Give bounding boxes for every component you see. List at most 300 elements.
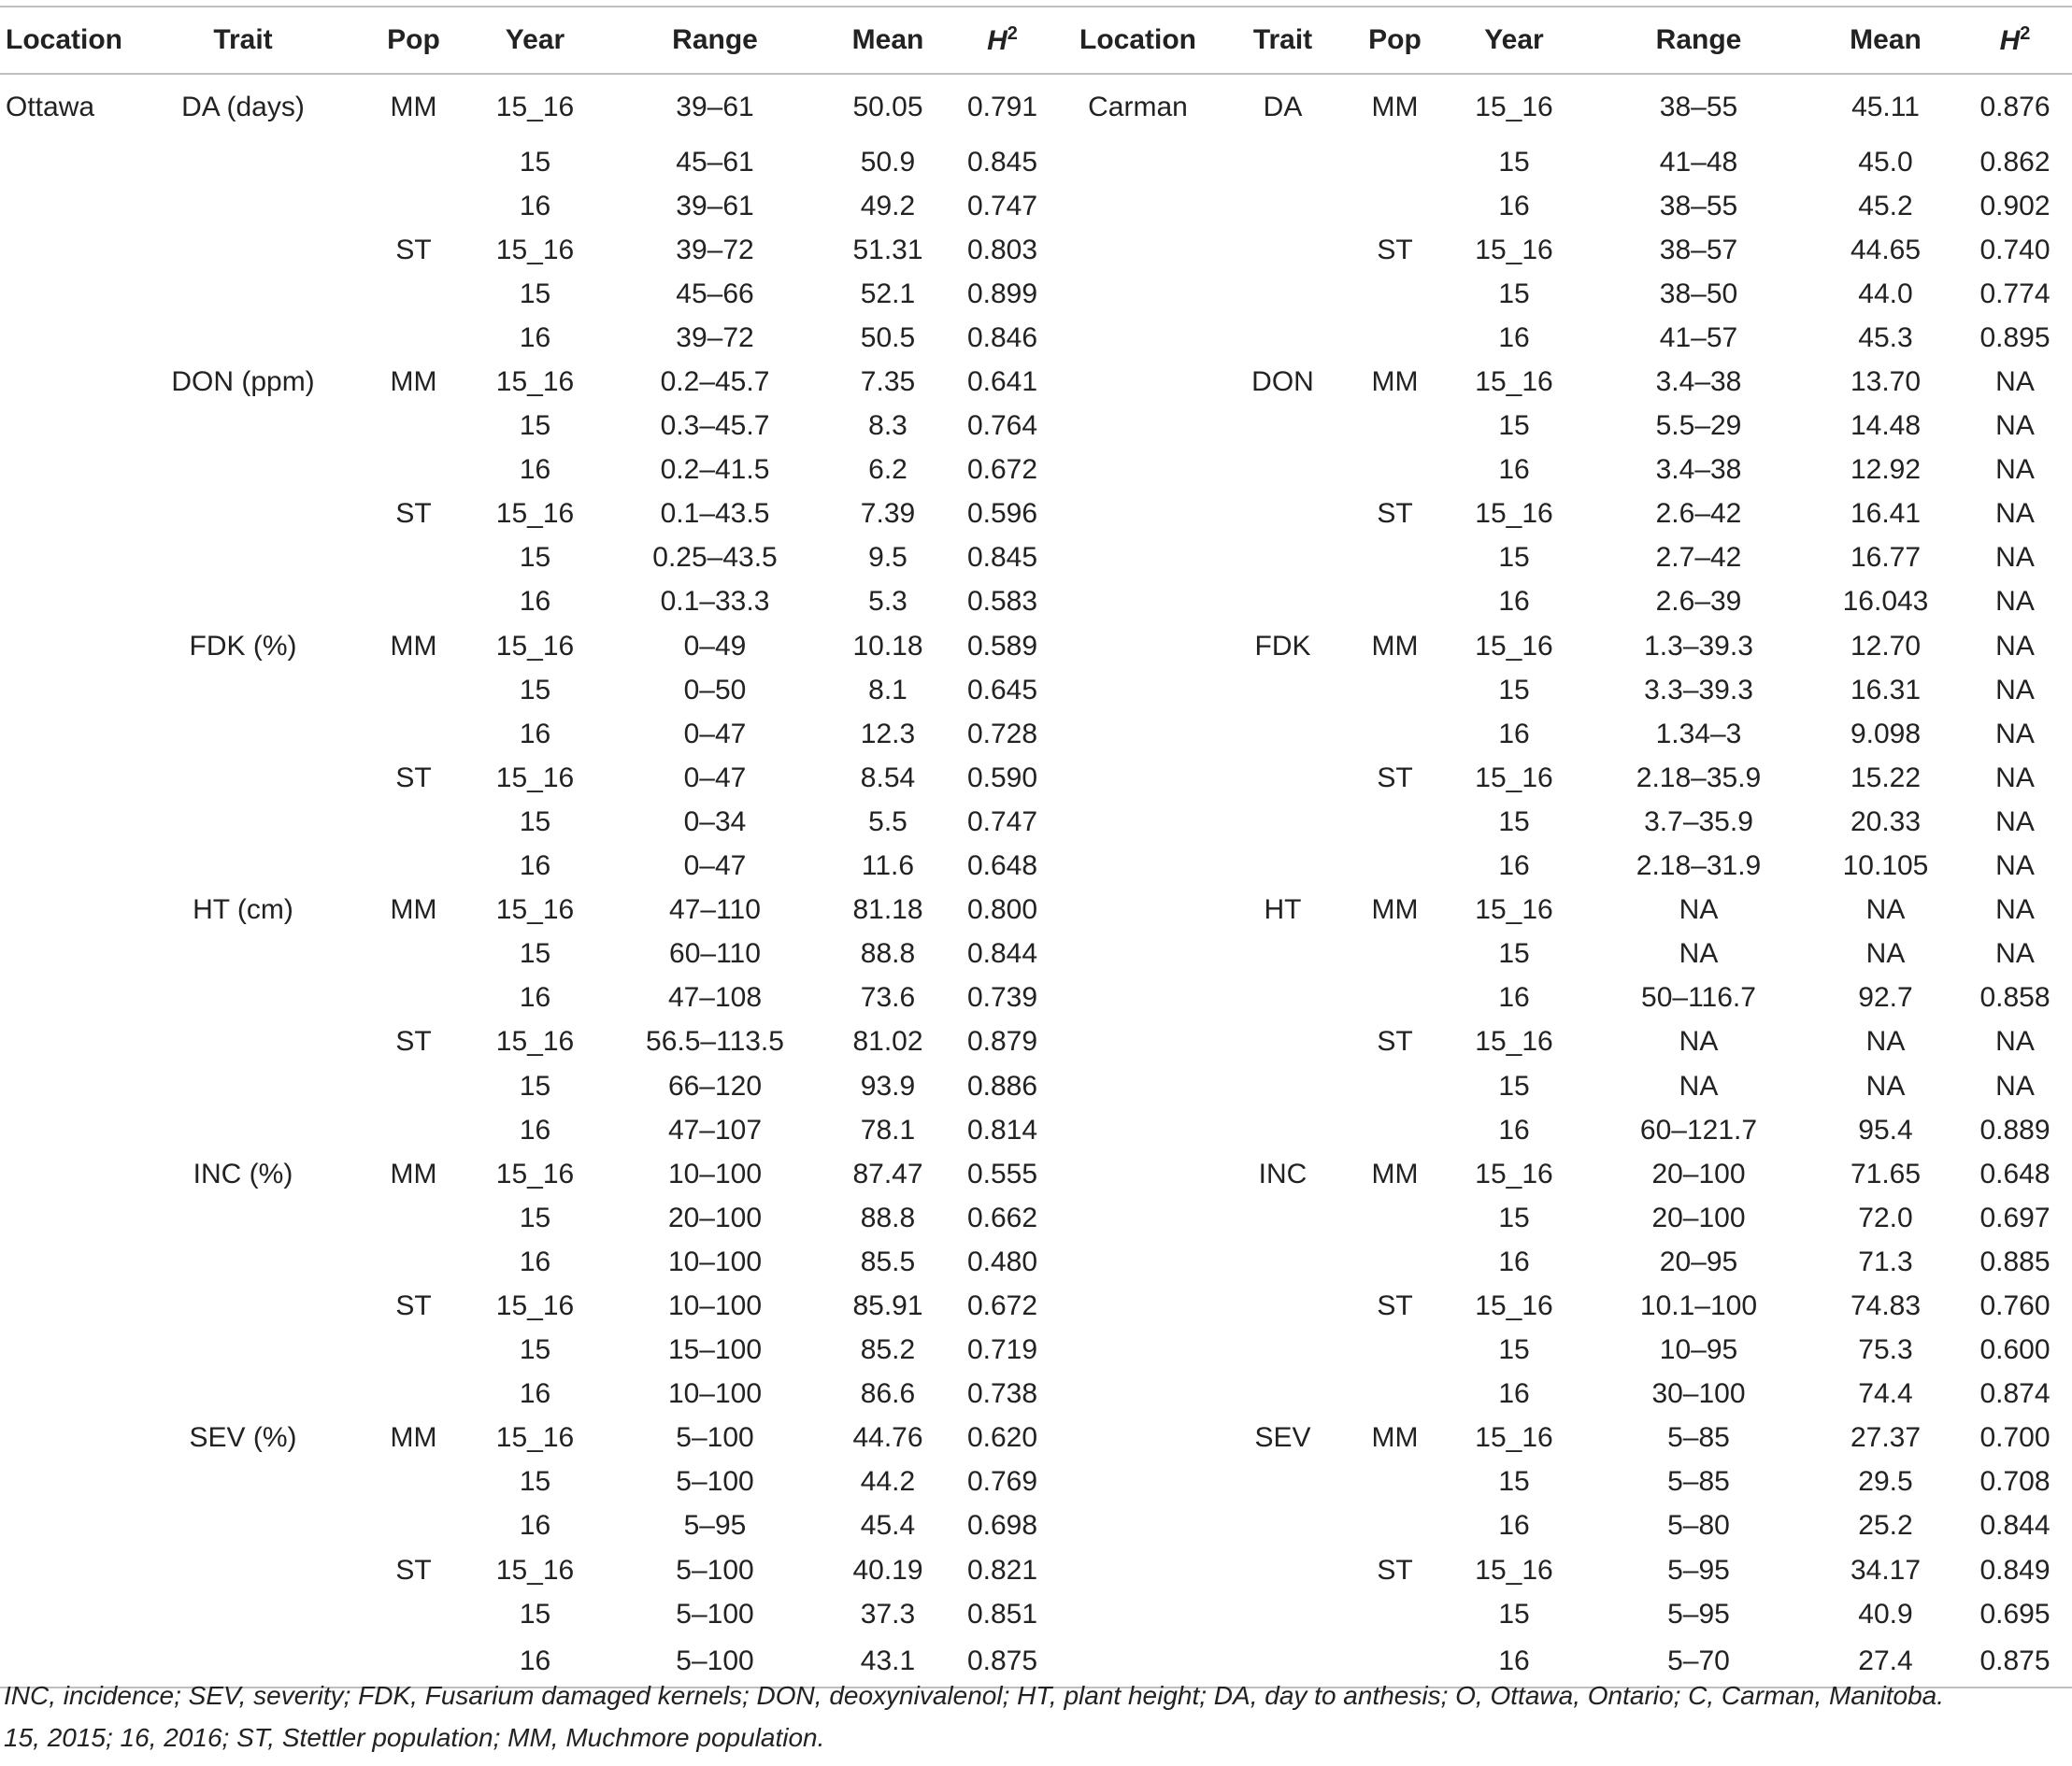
table-cell: [1346, 933, 1444, 976]
table-cell: 0.764: [966, 410, 1038, 442]
table-cell: 15–100: [667, 1334, 763, 1366]
table-cell: 16: [519, 1378, 551, 1410]
table-cell: ST: [1377, 498, 1413, 530]
table-cell: [0, 184, 126, 228]
table-cell: [0, 140, 126, 184]
table-cell: [0, 580, 126, 624]
table-cell: 38–55: [1659, 190, 1738, 221]
table-cell: 15: [1498, 938, 1530, 970]
footnote-line-2: 15, 2015; 16, 2016; ST, Stettler population; MM, Muchmore population.: [4, 1723, 825, 1752]
table-cell: [1056, 1152, 1220, 1196]
table-cell: 15: [519, 542, 551, 574]
table-cell: 16: [519, 1114, 551, 1146]
table-cell: 15_16: [1475, 234, 1553, 265]
table-cell: 15: [1498, 146, 1530, 178]
table-cell: 34.17: [1850, 1554, 1922, 1586]
table-cell: 50.5: [860, 321, 916, 353]
table-cell: NA: [1995, 674, 2035, 705]
table-cell: [0, 1548, 126, 1592]
table-cell: 10–95: [1659, 1334, 1738, 1366]
table-cell: [0, 360, 126, 404]
table-cell: [126, 405, 360, 449]
table-cell: 0.738: [966, 1378, 1038, 1410]
table-cell: ST: [395, 762, 432, 793]
table-cell: [1220, 1196, 1346, 1240]
table-cell: [126, 1460, 360, 1504]
table-cell: [0, 889, 126, 933]
table-cell: 0.698: [966, 1510, 1038, 1542]
table-cell: 0.697: [1979, 1202, 2051, 1233]
table-cell: 16.77: [1850, 542, 1922, 574]
table-cell: 45.3: [1858, 321, 1913, 353]
table-cell: 0.3–45.7: [660, 410, 770, 442]
table-cell: [1346, 712, 1444, 756]
table-cell: [1220, 492, 1346, 536]
table-cell: NA: [1995, 630, 2035, 662]
col-header-pop-2: Pop: [1346, 7, 1444, 74]
table-cell: [0, 1152, 126, 1196]
table-cell: [1056, 756, 1220, 800]
table-cell: 39–61: [676, 190, 754, 221]
table-cell: 15_16: [1475, 1554, 1553, 1586]
table-cell: 38–50: [1659, 278, 1738, 309]
table-cell: 15: [1498, 1070, 1530, 1102]
col-header-location-2: Location: [1056, 7, 1220, 74]
table-cell: 0.719: [966, 1334, 1038, 1366]
table-cell: 15: [1498, 1466, 1530, 1498]
table-cell: 45–61: [676, 146, 754, 178]
table-cell: HT (cm): [193, 894, 293, 926]
table-cell: 15: [519, 674, 551, 705]
table-cell: MM: [390, 630, 437, 662]
table-cell: [0, 1417, 126, 1460]
data-table: [0, 6, 2072, 1688]
table-cell: 47–108: [667, 982, 763, 1014]
table-cell: 3.3–39.3: [1644, 674, 1753, 705]
table-cell: 50–116.7: [1641, 982, 1756, 1014]
table-cell: 56.5–113.5: [646, 1026, 784, 1058]
table-cell: [360, 1592, 467, 1636]
table-cell: [360, 1108, 467, 1152]
table-cell: 16: [519, 454, 551, 486]
table-cell: [126, 228, 360, 272]
table-cell: 20–100: [667, 1202, 763, 1233]
table-cell: [1056, 624, 1220, 668]
table-cell: ST: [395, 498, 432, 530]
table-cell: [360, 316, 467, 360]
table-cell: [1220, 272, 1346, 316]
table-cell: 88.8: [860, 1202, 916, 1233]
table-cell: [0, 228, 126, 272]
table-cell: 39–72: [676, 321, 754, 353]
table-cell: 44.65: [1850, 234, 1922, 265]
table-cell: 16.043: [1842, 586, 1929, 618]
table-cell: [1346, 316, 1444, 360]
table-cell: [1056, 1548, 1220, 1592]
table-cell: 3.4–38: [1655, 366, 1742, 398]
table-cell: [1056, 1108, 1220, 1152]
table-cell: 16: [1498, 850, 1530, 882]
table-cell: 85.2: [860, 1334, 916, 1366]
table-cell: 0.885: [1979, 1246, 2051, 1277]
table-cell: 15: [1498, 542, 1530, 574]
table-cell: 15: [519, 410, 551, 442]
table-cell: 95.4: [1858, 1114, 1913, 1146]
table-cell: [126, 845, 360, 889]
table-cell: [1056, 316, 1220, 360]
table-cell: 81.02: [852, 1026, 923, 1058]
table-cell: 38–55: [1659, 92, 1738, 122]
table-cell: [1220, 580, 1346, 624]
table-cell: [1220, 405, 1346, 449]
table-cell: 20–95: [1659, 1246, 1738, 1277]
table-cell: [0, 492, 126, 536]
table-cell: 1.3–39.3: [1644, 630, 1753, 662]
table-cell: 16: [1498, 190, 1530, 221]
table-row: [0, 449, 2072, 492]
table-row: [0, 1284, 2072, 1328]
table-cell: 0.845: [966, 542, 1038, 574]
table-cell: [1346, 449, 1444, 492]
table-cell: 41–57: [1659, 321, 1738, 353]
table-cell: FDK: [1254, 630, 1311, 662]
table-cell: 85.5: [860, 1246, 916, 1277]
table-cell: NA: [1995, 938, 2035, 970]
table-cell: 45–66: [676, 278, 754, 309]
table-cell: NA: [1995, 410, 2035, 442]
table-cell: 0.2–41.5: [660, 454, 770, 486]
table-cell: 27.37: [1850, 1422, 1922, 1454]
table-cell: 14.48: [1850, 410, 1922, 442]
table-cell: [0, 1284, 126, 1328]
table-cell: [1346, 580, 1444, 624]
table-row: [0, 74, 2072, 140]
table-cell: 15: [519, 146, 551, 178]
table-cell: 15_16: [1475, 1422, 1553, 1454]
table-cell: [0, 1373, 126, 1417]
table-cell: 0.774: [1979, 278, 2051, 309]
table-row: [0, 1196, 2072, 1240]
table-cell: [1056, 1284, 1220, 1328]
table-row: [0, 1504, 2072, 1548]
table-cell: 5–100: [676, 1422, 754, 1454]
table-cell: 16: [1498, 982, 1530, 1014]
table-cell: [360, 1504, 467, 1548]
table-cell: 15: [519, 1334, 551, 1366]
table-cell: [360, 845, 467, 889]
table-cell: 15: [1498, 278, 1530, 309]
table-cell: 16: [1498, 1510, 1530, 1542]
table-row: [0, 1592, 2072, 1636]
table-cell: [360, 668, 467, 712]
table-cell: 38–57: [1659, 234, 1738, 265]
table-cell: 92.7: [1858, 982, 1913, 1014]
table-cell: [1346, 1108, 1444, 1152]
table-cell: 73.6: [860, 982, 916, 1014]
table-cell: [1056, 580, 1220, 624]
table-cell: [360, 1240, 467, 1284]
table-cell: 5–100: [676, 1598, 754, 1630]
table-cell: 15: [519, 1070, 551, 1102]
table-cell: [126, 1196, 360, 1240]
table-cell: ST: [395, 234, 432, 265]
table-cell: [1056, 1592, 1220, 1636]
table-cell: 16: [1444, 1636, 1584, 1688]
table-row: [0, 1373, 2072, 1417]
table-cell: 49.2: [860, 190, 916, 221]
table-cell: 0.700: [1979, 1422, 2051, 1454]
table-cell: 16: [1498, 321, 1530, 353]
table-cell: 16: [519, 1246, 551, 1277]
table-cell: ST: [395, 1026, 432, 1058]
table-row: [0, 184, 2072, 228]
table-row: [0, 800, 2072, 844]
table-cell: 0.845: [966, 146, 1038, 178]
table-cell: [0, 845, 126, 889]
table-cell: MM: [390, 92, 437, 122]
table-cell: [1056, 492, 1220, 536]
table-row: [0, 140, 2072, 184]
table-cell: 25.2: [1858, 1510, 1913, 1542]
table-row: [0, 1417, 2072, 1460]
table-cell: 0–50: [683, 674, 747, 705]
table-cell: 47–107: [667, 1114, 763, 1146]
table-cell: 0.902: [1979, 190, 2051, 221]
table-cell: [126, 712, 360, 756]
table-cell: [0, 1064, 126, 1108]
table-cell: 1.34–3: [1655, 718, 1742, 749]
table-cell: [0, 316, 126, 360]
table-cell: 20.33: [1850, 805, 1922, 837]
table-row: [0, 756, 2072, 800]
table-cell: [1220, 1020, 1346, 1064]
table-row: [0, 1108, 2072, 1152]
table-cell: [1056, 536, 1220, 580]
table-cell: [126, 1284, 360, 1328]
table-cell: 15_16: [495, 498, 575, 530]
table-cell: [1220, 536, 1346, 580]
table-cell: [1056, 360, 1220, 404]
table-row: [0, 360, 2072, 404]
table-cell: 0.641: [966, 366, 1038, 398]
table-row: [0, 1460, 2072, 1504]
table-cell: NA: [1995, 366, 2035, 398]
table-cell: [0, 272, 126, 316]
table-cell: NA: [1995, 805, 2035, 837]
table-cell: [1346, 800, 1444, 844]
table-cell: 0.648: [1979, 1158, 2051, 1189]
table-row: [0, 1240, 2072, 1284]
table-cell: 60–121.7: [1639, 1114, 1758, 1146]
table-cell: 10–100: [667, 1289, 763, 1321]
table-cell: [1056, 889, 1220, 933]
table-cell: 2.6–42: [1655, 498, 1742, 530]
table-cell: MM: [390, 1158, 437, 1189]
table-cell: [1056, 1373, 1220, 1417]
table-cell: 60–110: [669, 938, 761, 970]
table-cell: [1220, 1284, 1346, 1328]
table-cell: 5–70: [1584, 1636, 1813, 1688]
table-cell: [1346, 272, 1444, 316]
table-cell: [1056, 1240, 1220, 1284]
table-cell: 0.25–43.5: [652, 542, 778, 574]
table-cell: [1056, 1196, 1220, 1240]
table-cell: 30–100: [1651, 1378, 1746, 1410]
table-cell: [1220, 1240, 1346, 1284]
table-row: [0, 580, 2072, 624]
table-cell: [1056, 1417, 1220, 1460]
table-cell: [360, 933, 467, 976]
table-cell: [126, 1020, 360, 1064]
table-cell: 0.800: [966, 894, 1038, 926]
table-cell: [1056, 1020, 1220, 1064]
table-cell: SEV: [1254, 1422, 1311, 1454]
table-cell: [360, 1460, 467, 1504]
table-cell: 16: [519, 321, 551, 353]
table-cell: NA: [1995, 454, 2035, 486]
table-row: [0, 492, 2072, 536]
table-cell: 0.747: [966, 805, 1038, 837]
table-cell: 45.2: [1858, 190, 1913, 221]
table-cell: 12.70: [1850, 630, 1922, 662]
table-cell: [1346, 1064, 1444, 1108]
table-cell: [1346, 1373, 1444, 1417]
table-cell: 74.4: [1858, 1378, 1913, 1410]
table-cell: 93.9: [860, 1070, 916, 1102]
table-cell: [1220, 976, 1346, 1020]
table-cell: [1220, 1504, 1346, 1548]
table-cell: NA: [1995, 718, 2035, 749]
col-header-year: Year: [467, 7, 603, 74]
table-cell: 71.65: [1850, 1158, 1922, 1189]
table-cell: 15_16: [1475, 630, 1553, 662]
table-cell: NA: [1865, 938, 1906, 970]
table-cell: [1220, 184, 1346, 228]
col-header-mean-2: Mean: [1813, 7, 1958, 74]
table-cell: 0.583: [966, 586, 1038, 618]
table-cell: 29.5: [1858, 1466, 1913, 1498]
table-cell: [0, 624, 126, 668]
table-cell: NA: [1679, 894, 1719, 926]
table-cell: 0.844: [1979, 1510, 2051, 1542]
table-cell: 10.105: [1842, 850, 1929, 882]
table-cell: [0, 976, 126, 1020]
table-cell: 0.480: [966, 1246, 1038, 1277]
table-cell: [1056, 976, 1220, 1020]
table-cell: [1056, 933, 1220, 976]
table-cell: 0.899: [966, 278, 1038, 309]
table-cell: [0, 668, 126, 712]
table-row: [0, 845, 2072, 889]
table-row: [0, 976, 2072, 1020]
table-cell: [126, 1064, 360, 1108]
table-cell: 0.672: [966, 1289, 1038, 1321]
table-cell: 5.3: [868, 586, 907, 618]
table-cell: Ottawa: [6, 92, 95, 122]
table-cell: 0.875: [1958, 1636, 2072, 1688]
table-cell: 72.0: [1858, 1202, 1913, 1233]
table-cell: 16: [1498, 454, 1530, 486]
table-cell: 0.760: [1979, 1289, 2051, 1321]
table-cell: [0, 1460, 126, 1504]
table-cell: DA: [1263, 92, 1303, 122]
table-cell: [1056, 1504, 1220, 1548]
table-row: [0, 712, 2072, 756]
table-cell: [126, 1329, 360, 1373]
table-cell: 86.6: [860, 1378, 916, 1410]
table-cell: [1220, 756, 1346, 800]
table-cell: NA: [1995, 894, 2035, 926]
table-cell: [1220, 1329, 1346, 1373]
table-cell: [1346, 184, 1444, 228]
table-cell: 15: [519, 1466, 551, 1498]
table-cell: 71.3: [1858, 1246, 1913, 1277]
table-cell: 15: [1498, 1334, 1530, 1366]
header-row: [0, 7, 2072, 74]
table-cell: 5–85: [1667, 1422, 1730, 1454]
table-cell: [1220, 1064, 1346, 1108]
table-cell: 0.728: [966, 718, 1038, 749]
table-cell: [126, 184, 360, 228]
table-cell: 0.648: [966, 850, 1038, 882]
table-cell: 0.876: [1979, 92, 2051, 122]
table-row: [0, 228, 2072, 272]
table-cell: 15.22: [1850, 762, 1922, 793]
table-cell: 0.814: [966, 1114, 1038, 1146]
table-cell: 5–100: [676, 1554, 754, 1586]
table-row: [0, 1020, 2072, 1064]
table-cell: 9.5: [868, 542, 907, 574]
table-cell: [126, 1373, 360, 1417]
table-cell: [1056, 1329, 1220, 1373]
table-cell: [1220, 316, 1346, 360]
table-cell: ST: [1377, 1026, 1413, 1058]
table-cell: 3.4–38: [1655, 454, 1742, 486]
table-cell: 15: [519, 1598, 551, 1630]
table-cell: NA: [1995, 762, 2035, 793]
table-cell: MM: [390, 894, 437, 926]
table-cell: [1056, 800, 1220, 844]
table-cell: 15_16: [495, 92, 575, 122]
table-cell: HT: [1264, 894, 1302, 926]
table-cell: 0.858: [1979, 982, 2051, 1014]
table-cell: 88.8: [860, 938, 916, 970]
table-cell: 40.9: [1858, 1598, 1913, 1630]
table-cell: [126, 976, 360, 1020]
table-cell: 10–100: [667, 1378, 763, 1410]
table-cell: 39–61: [676, 92, 754, 122]
table-cell: [1220, 449, 1346, 492]
table-cell: [0, 800, 126, 844]
table-cell: DON: [1251, 366, 1314, 398]
table-cell: [360, 1196, 467, 1240]
table-cell: [0, 712, 126, 756]
table-cell: INC (%): [193, 1158, 293, 1189]
table-cell: [126, 668, 360, 712]
table-cell: 15_16: [495, 762, 575, 793]
table-cell: 15_16: [495, 1289, 575, 1321]
table-cell: MM: [1371, 92, 1419, 122]
table-cell: 8.54: [860, 762, 916, 793]
table-cell: 0.769: [966, 1466, 1038, 1498]
col-header-heritability: $H^2$: [949, 7, 1056, 74]
table-cell: [126, 316, 360, 360]
table-cell: ST: [1377, 1289, 1413, 1321]
table-cell: 16: [1498, 1246, 1530, 1277]
table-footnote: [4, 1674, 1976, 1759]
table-cell: 87.47: [852, 1158, 923, 1189]
table-cell: 0.1–33.3: [660, 586, 770, 618]
